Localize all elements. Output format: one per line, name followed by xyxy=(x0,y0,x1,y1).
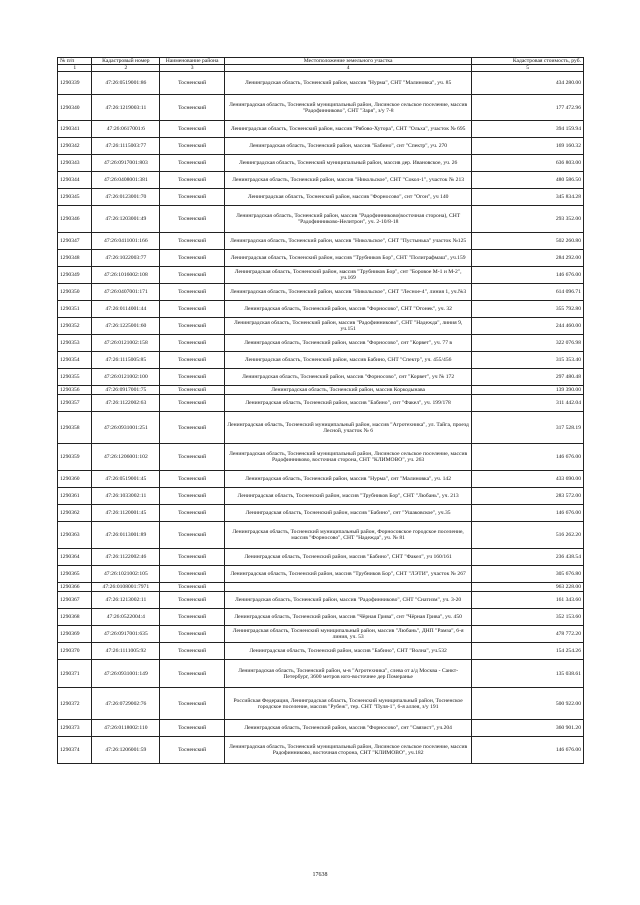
cadastral-number: 47:26:1206001:102 xyxy=(92,444,160,471)
row-number: 1290357 xyxy=(58,395,92,412)
cadastral-value: 146 676.00 xyxy=(472,267,584,284)
plot-location: Ленинградская область, Тосненский муниципальный район, массив дер. Ивановское, уч. 26 xyxy=(224,155,471,172)
table-row xyxy=(58,412,584,444)
district-name: Тосненский xyxy=(160,412,225,444)
row-number: 1290345 xyxy=(58,189,92,206)
row-number: 1290346 xyxy=(58,206,92,233)
table-row xyxy=(58,301,584,318)
cadastral-value: 146 676.00 xyxy=(472,444,584,471)
cadastral-number: 47:26:1206001:59 xyxy=(92,737,160,764)
cadastral-value: 500 922.00 xyxy=(472,688,584,720)
cadastral-number: 47:26:0917001:75 xyxy=(92,386,160,395)
district-name: Тосненский xyxy=(160,72,225,95)
plot-location: Ленинградская область, Тосненский район, массив "Никольское", СНТ "Пустынька" участок №125 xyxy=(224,233,471,250)
cadastral-value: 139 390.00 xyxy=(472,386,584,395)
plot-location: Ленинградская область, Тосненский район, массив "Форносово", снт "Корвет", уч № 172 xyxy=(224,369,471,386)
district-name: Тосненский xyxy=(160,386,225,395)
table-row xyxy=(58,369,584,386)
district-name: Тосненский xyxy=(160,471,225,488)
plot-location: Ленинградская область, Тосненский район, массив "Радофинниково(восточная сторона), СНТ "Радофинниково-Нелитрон", уч. 2-10/8-18 xyxy=(224,206,471,233)
plot-location: Ленинградская область, Тосненский муниципальный район, массив "Любань", ДНП "Рамза", 6-я линия, уч. 53 xyxy=(224,626,471,643)
col-index-3: 3 xyxy=(160,65,225,72)
table-row xyxy=(58,155,584,172)
district-name: Тосненский xyxy=(160,592,225,609)
cadastral-value: 177 472.96 xyxy=(472,95,584,121)
cadastral-value: 146 676.00 xyxy=(472,505,584,522)
plot-location: Ленинградская область, Тосненский район, массив "Бабино", СНТ "Факел", уч 160/161 xyxy=(224,549,471,566)
table-row xyxy=(58,592,584,609)
row-number: 1290371 xyxy=(58,660,92,688)
row-number: 1290364 xyxy=(58,549,92,566)
row-number: 1290354 xyxy=(58,352,92,369)
cadastral-number: 47:26:1016002:108 xyxy=(92,267,160,284)
district-name: Тосненский xyxy=(160,566,225,583)
plot-location: Ленинградская область, Тосненский район, м-в "Агротехника", слева от а/д Москва - Санкт-Петербург, 3600 метров юго-восточнее дер Померанье xyxy=(224,660,471,688)
row-number: 1290356 xyxy=(58,386,92,395)
cadastral-value: 317 528.19 xyxy=(472,412,584,444)
col-header-location: Местоположение земельного участка xyxy=(224,58,471,65)
cadastral-value: 297 480.48 xyxy=(472,369,584,386)
district-name: Тосненский xyxy=(160,505,225,522)
plot-location: Ленинградская область, Тосненский район, массив "Трубников Бор", СНТ "Полиграфмаш", уч.159 xyxy=(224,250,471,267)
row-number: 1290365 xyxy=(58,566,92,583)
district-name: Тосненский xyxy=(160,444,225,471)
cadastral-number: 47:26:1115003:77 xyxy=(92,138,160,155)
district-name: Тосненский xyxy=(160,172,225,189)
row-number: 1290355 xyxy=(58,369,92,386)
col-index-5: 5 xyxy=(472,65,584,72)
table-row xyxy=(58,737,584,764)
cadastral-value: 433 690.00 xyxy=(472,471,584,488)
table-row xyxy=(58,138,584,155)
row-number: 1290347 xyxy=(58,233,92,250)
row-number: 1290362 xyxy=(58,505,92,522)
district-name: Тосненский xyxy=(160,121,225,138)
district-name: Тосненский xyxy=(160,95,225,121)
district-name: Тосненский xyxy=(160,488,225,505)
district-name: Тосненский xyxy=(160,737,225,764)
col-header-district: Наименование района xyxy=(160,58,225,65)
district-name: Тосненский xyxy=(160,395,225,412)
cadastral-number: 47:26:0121002:158 xyxy=(92,335,160,352)
row-number: 1290340 xyxy=(58,95,92,121)
cadastral-value: 352 153.60 xyxy=(472,609,584,626)
cadastral-number: 47:26:1219003:11 xyxy=(92,95,160,121)
district-name: Тосненский xyxy=(160,206,225,233)
row-number: 1290348 xyxy=(58,250,92,267)
row-number: 1290360 xyxy=(58,471,92,488)
col-header-cadastral-number: Кадастровый номер xyxy=(92,58,160,65)
table-row xyxy=(58,583,584,592)
district-name: Тосненский xyxy=(160,318,225,335)
cadastral-number: 47:26:1203001:49 xyxy=(92,206,160,233)
col-index-1: 1 xyxy=(58,65,92,72)
row-number: 1290373 xyxy=(58,720,92,737)
row-number: 1290367 xyxy=(58,592,92,609)
table-row xyxy=(58,660,584,688)
cadastral-value: 502 260.80 xyxy=(472,233,584,250)
table-row xyxy=(58,121,584,138)
row-number: 1290341 xyxy=(58,121,92,138)
row-number: 1290342 xyxy=(58,138,92,155)
cadastral-value: 283 572.00 xyxy=(472,488,584,505)
cadastral-number: 47:26:1225001:60 xyxy=(92,318,160,335)
table-body xyxy=(58,72,584,764)
table-row xyxy=(58,444,584,471)
cadastral-number: 47:26:0522004:4 xyxy=(92,609,160,626)
cadastral-number: 47:26:1122002:46 xyxy=(92,549,160,566)
table-row xyxy=(58,352,584,369)
col-index-2: 2 xyxy=(92,65,160,72)
plot-location: Ленинградская область, Тосненский район, массив "Форносово", снт "Огон", уч 140 xyxy=(224,189,471,206)
cadastral-number: 47:26:0408001:381 xyxy=(92,172,160,189)
plot-location: Ленинградская область, Тосненский район, массив "Форносово", снт "Корвет", уч. 77 в xyxy=(224,335,471,352)
cadastral-value: 146 676.00 xyxy=(472,737,584,764)
cadastral-number: 47:26:0114001:44 xyxy=(92,301,160,318)
district-name: Тосненский xyxy=(160,626,225,643)
table-row xyxy=(58,471,584,488)
row-number: 1290358 xyxy=(58,412,92,444)
table-row xyxy=(58,505,584,522)
cadastral-number: 47:26:0118002:110 xyxy=(92,720,160,737)
district-name: Тосненский xyxy=(160,233,225,250)
district-name: Тосненский xyxy=(160,250,225,267)
table-row xyxy=(58,267,584,284)
cadastral-value: 154 254.26 xyxy=(472,643,584,660)
cadastral-number: 47:26:0407001:171 xyxy=(92,284,160,301)
plot-location: Ленинградская область, Тосненский район, массив "Форносово", снт "Связист", уч.204 xyxy=(224,720,471,737)
plot-location: Ленинградская область, Тосненский район, массив "Нурма", СНТ "Малиновка", уч. 85 xyxy=(224,72,471,95)
plot-location: Ленинградская область, Тосненский район, массив "Трубников Бор", СНТ "Любань", уч. 213 xyxy=(224,488,471,505)
row-number: 1290343 xyxy=(58,155,92,172)
row-number: 1290363 xyxy=(58,522,92,549)
table-row xyxy=(58,318,584,335)
district-name: Тосненский xyxy=(160,549,225,566)
cadastral-value: 161 343.60 xyxy=(472,592,584,609)
col-index-4: 4 xyxy=(224,65,471,72)
cadastral-number: 47:26:0917001:803 xyxy=(92,155,160,172)
table-row xyxy=(58,688,584,720)
table-row xyxy=(58,72,584,95)
cadastral-value: 394 159.94 xyxy=(472,121,584,138)
row-number: 1290374 xyxy=(58,737,92,764)
cadastral-value: 311 442.04 xyxy=(472,395,584,412)
district-name: Тосненский xyxy=(160,189,225,206)
cadastral-number: 47:26:0519001:45 xyxy=(92,471,160,488)
plot-location: Ленинградская область, Тосненский район, массив "Радофинниково", СНТ "Снатизм", уч. 3-20 xyxy=(224,592,471,609)
cadastral-value: 135 038.61 xyxy=(472,660,584,688)
plot-location: Ленинградская область, Тосненский район, массив Бабино, СНТ "Спектр", уч. 455/456 xyxy=(224,352,471,369)
cadastral-number: 47:26:0519001:86 xyxy=(92,72,160,95)
cadastral-number: 47:26:1122002:63 xyxy=(92,395,160,412)
plot-location: Ленинградская область, Тосненский район, массив "Бабино", снт "Спектр", уч. 270 xyxy=(224,138,471,155)
district-name: Тосненский xyxy=(160,660,225,688)
row-number: 1290339 xyxy=(58,72,92,95)
cadastral-number: 47:26:1022003:77 xyxy=(92,250,160,267)
plot-location: Ленинградская область, Тосненский район, массив "Трубников Бор", СНТ "ЛЭТИ", участок № 267 xyxy=(224,566,471,583)
cadastral-number: 47:26:0931001:149 xyxy=(92,660,160,688)
plot-location: Ленинградская область, Тосненский район, массив "Чёрная Грива", снт "Чёрная Грива", уч. 450 xyxy=(224,609,471,626)
district-name: Тосненский xyxy=(160,720,225,737)
row-number: 1290370 xyxy=(58,643,92,660)
row-number: 1290351 xyxy=(58,301,92,318)
district-name: Тосненский xyxy=(160,688,225,720)
row-number: 1290359 xyxy=(58,444,92,471)
plot-location: Ленинградская область, Тосненский муниципальный район, Лисинское сельское поселение, массив Радофинниково, восточная сторона, СНТ "КЛИМОВО", уч. 263 xyxy=(224,444,471,471)
plot-location: Ленинградская область, Тосненский муниципальный район, массив "Агротехника", ул. Тайга, проезд Лесной, участок № 6 xyxy=(224,412,471,444)
row-number: 1290366 xyxy=(58,583,92,592)
cadastral-value: 244 460.00 xyxy=(472,318,584,335)
plot-location: Ленинградская область, Тосненский район, массив "Бабино", СНТ "Волна", уч.532 xyxy=(224,643,471,660)
table-row xyxy=(58,522,584,549)
district-name: Тосненский xyxy=(160,301,225,318)
district-name: Тосненский xyxy=(160,335,225,352)
row-number: 1290349 xyxy=(58,267,92,284)
cadastral-value: 480 586.50 xyxy=(472,172,584,189)
plot-location: Ленинградская область, Тосненский район, массив Коркодынава xyxy=(224,386,471,395)
district-name: Тосненский xyxy=(160,609,225,626)
plot-location: Ленинградская область, Тосненский муниципальный район, Форносовское городское поселение, массив "Форносово", СНТ "Надежда", уч. № 81 xyxy=(224,522,471,549)
table-row xyxy=(58,250,584,267)
cadastral-value: 236 438.54 xyxy=(472,549,584,566)
plot-location: Ленинградская область, Тосненский район, массив "Бабино", снт "Факел", уч. 199/178 xyxy=(224,395,471,412)
table-row xyxy=(58,172,584,189)
plot-location: Ленинградская область, Тосненский район, массив "Нурма", снт "Малиновка", уч. 142 xyxy=(224,471,471,488)
cadastral-value: 516 262.20 xyxy=(472,522,584,549)
row-number: 1290353 xyxy=(58,335,92,352)
cadastral-number: 47:26:0617001:6 xyxy=(92,121,160,138)
district-name: Тосненский xyxy=(160,267,225,284)
district-name: Тосненский xyxy=(160,583,225,592)
cadastral-number: 47:26:0931001:251 xyxy=(92,412,160,444)
col-header-number: № п/п xyxy=(58,58,92,65)
row-number: 1290344 xyxy=(58,172,92,189)
cadastral-number: 47:26:0113001:89 xyxy=(92,522,160,549)
table-row xyxy=(58,386,584,395)
table-row xyxy=(58,395,584,412)
cadastral-value: 284 292.00 xyxy=(472,250,584,267)
cadastral-value: 322 076.98 xyxy=(472,335,584,352)
plot-location xyxy=(224,583,471,592)
table-row xyxy=(58,233,584,250)
table-row xyxy=(58,566,584,583)
row-number: 1290350 xyxy=(58,284,92,301)
cadastral-value: 293 352.00 xyxy=(472,206,584,233)
header-index-row xyxy=(58,65,584,72)
row-number: 1290369 xyxy=(58,626,92,643)
table-row xyxy=(58,549,584,566)
plot-location: Ленинградская область, Тосненский муниципальный район, Лисинское сельское поселение, массив "Радофинниково", СНТ "Заря", з/у 7-8 xyxy=(224,95,471,121)
cadastral-number: 47:26:0917001:635 xyxy=(92,626,160,643)
table-row xyxy=(58,609,584,626)
cadastral-value: 636 803.00 xyxy=(472,155,584,172)
col-header-cadastral-value: Кадастровая стоимость, руб. xyxy=(472,58,584,65)
cadastral-value: 360 901.20 xyxy=(472,720,584,737)
table-row xyxy=(58,643,584,660)
cadastral-value: 963 228.00 xyxy=(472,583,584,592)
table-row xyxy=(58,720,584,737)
cadastral-value: 305 676.80 xyxy=(472,566,584,583)
plot-location: Ленинградская область, Тосненский район, массив "Никольское", СНТ "Сокол-1", участок № 213 xyxy=(224,172,471,189)
table-row xyxy=(58,95,584,121)
district-name: Тосненский xyxy=(160,522,225,549)
cadastral-number: 47:26:0411001:166 xyxy=(92,233,160,250)
cadastral-value: 478 772.20 xyxy=(472,626,584,643)
table-row xyxy=(58,626,584,643)
cadastral-number: 47:26:1213002:11 xyxy=(92,592,160,609)
row-number: 1290372 xyxy=(58,688,92,720)
cadastral-number: 47:26:1033002:11 xyxy=(92,488,160,505)
cadastral-number: 47:26:0729002:76 xyxy=(92,688,160,720)
district-name: Тосненский xyxy=(160,352,225,369)
cadastral-value: 434 280.00 xyxy=(472,72,584,95)
table-row xyxy=(58,488,584,505)
plot-location: Ленинградская область, Тосненский район, массив "Форносово", СНТ "Огонек", уч. 32 xyxy=(224,301,471,318)
district-name: Тосненский xyxy=(160,138,225,155)
cadastral-value: 315 353.40 xyxy=(472,352,584,369)
cadastral-value: 345 834.28 xyxy=(472,189,584,206)
row-number: 1290361 xyxy=(58,488,92,505)
table-row xyxy=(58,284,584,301)
plot-location: Ленинградская область, Тосненский район, массив "Радофинниково", СНТ "Надежда", линия 9, уч.151 xyxy=(224,318,471,335)
cadastral-value: 355 792.80 xyxy=(472,301,584,318)
plot-location: Ленинградская область, Тосненский район, массив "Бабино", снт "Ушаковское", уч.35 xyxy=(224,505,471,522)
cadastral-number: 47:26:1021002:105 xyxy=(92,566,160,583)
table-row xyxy=(58,335,584,352)
cadastral-number: 47:26:0108001:7971 xyxy=(92,583,160,592)
cadastral-number: 47:26:1115005:85 xyxy=(92,352,160,369)
plot-location: Российская Федерация, Ленинградская область, Тосненский муниципальный район, Тосненское городское поселение, массив "Рубеж", тер. СНТ "Пуля-1", 6-я аллея, з/у 191 xyxy=(224,688,471,720)
plot-location: Ленинградская область, Тосненский район, массив "Трубников Бор", снт "Боровое М-1 и М-2", уч.169 xyxy=(224,267,471,284)
plot-location: Ленинградская область, Тосненский район, массив "Никольское", СНТ "Лесное-4", линия 1, уч.№3 xyxy=(224,284,471,301)
cadastral-value-sheet xyxy=(57,57,584,764)
cadastral-number: 47:26:0123001:70 xyxy=(92,189,160,206)
district-name: Тосненский xyxy=(160,369,225,386)
cadastral-value: 614 096.71 xyxy=(472,284,584,301)
district-name: Тосненский xyxy=(160,155,225,172)
plot-location: Ленинградская область, Тосненский район, массив "Рябово-Хутора", СНТ "Ольха", участок № 695 xyxy=(224,121,471,138)
cadastral-number: 47:26:0121002:100 xyxy=(92,369,160,386)
cadastral-number: 47:26:1111005:92 xyxy=(92,643,160,660)
district-name: Тосненский xyxy=(160,284,225,301)
cadastral-number: 47:26:1120001:45 xyxy=(92,505,160,522)
page-number: 17638 xyxy=(312,872,328,878)
cadastral-value: 169 160.32 xyxy=(472,138,584,155)
header-row xyxy=(58,58,584,65)
cadastral-table xyxy=(57,57,584,764)
row-number: 1290352 xyxy=(58,318,92,335)
plot-location: Ленинградская область, Тосненский муниципальный район, Лисинское сельское поселение, массив Радофинниково, восточная сторона, СНТ "КЛИМОВО", уч.182 xyxy=(224,737,471,764)
district-name: Тосненский xyxy=(160,643,225,660)
table-row xyxy=(58,189,584,206)
row-number: 1290368 xyxy=(58,609,92,626)
table-row xyxy=(58,206,584,233)
